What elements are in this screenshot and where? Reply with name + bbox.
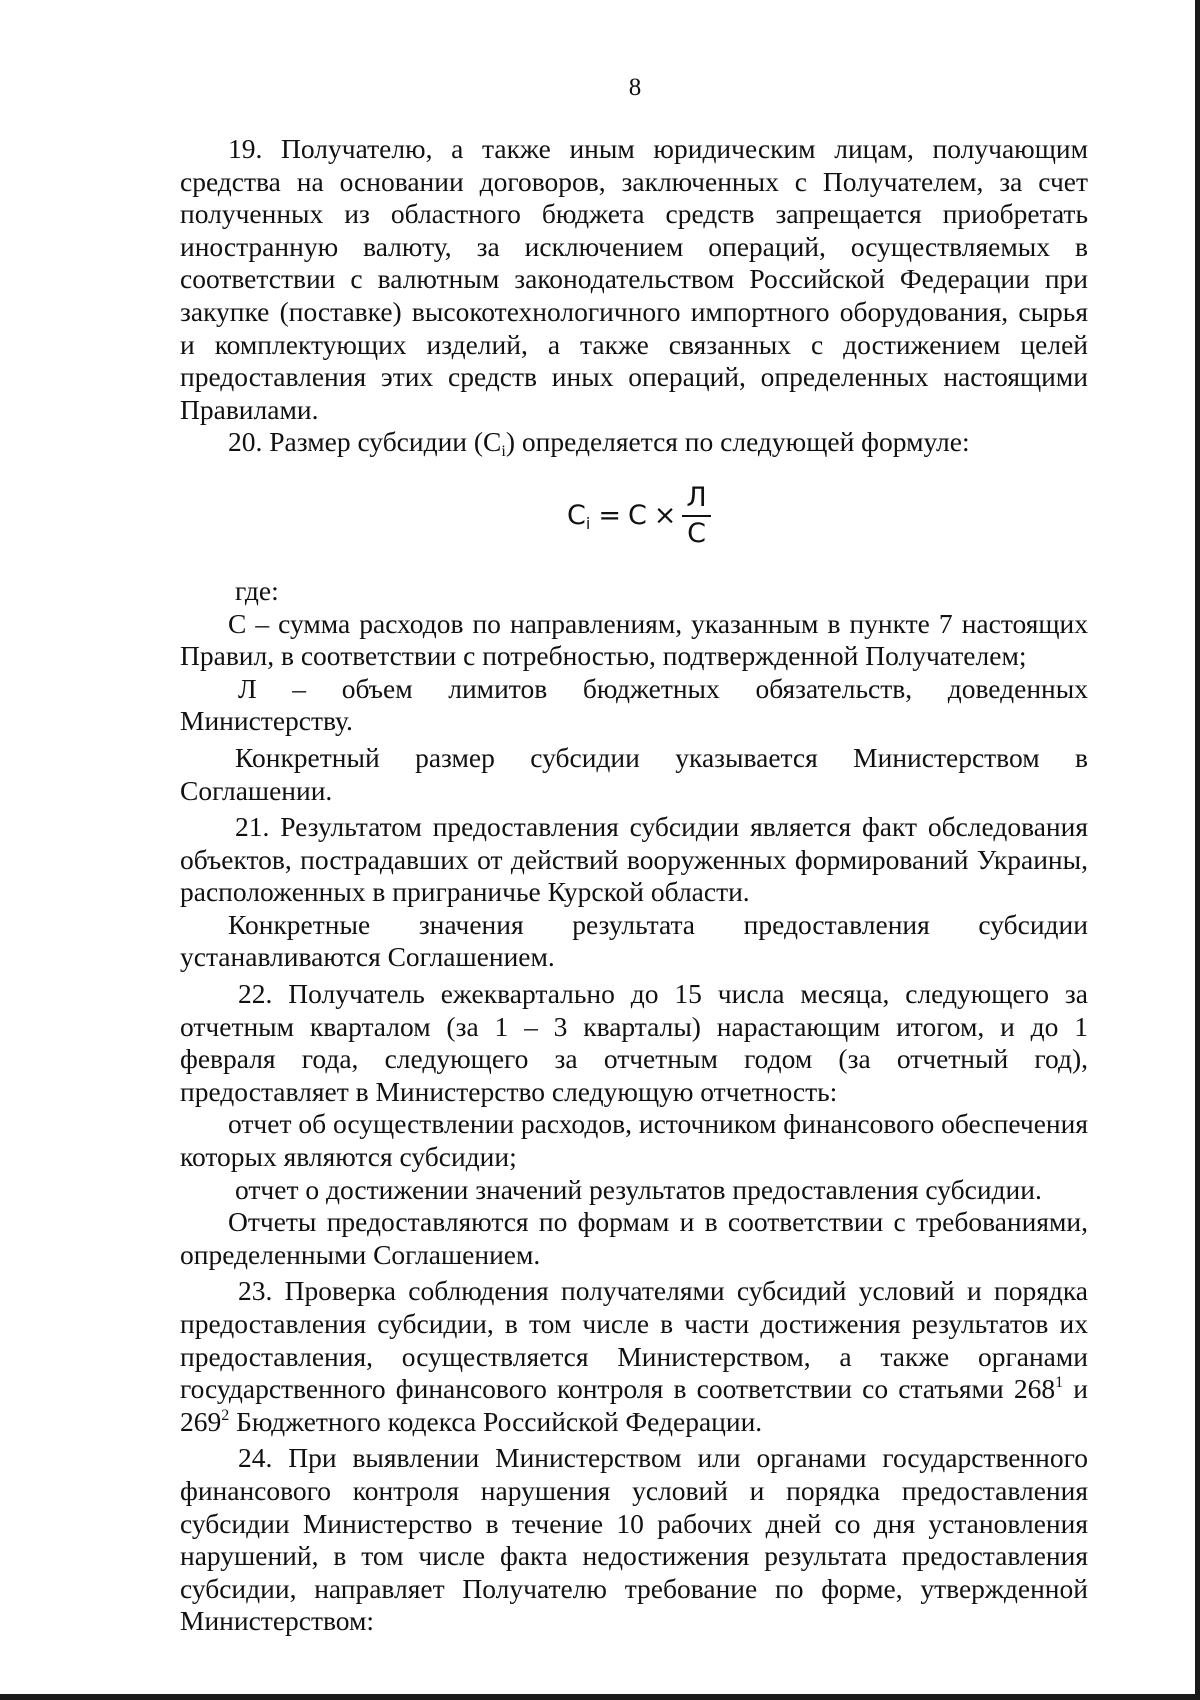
- paragraph-23-sup2: 2: [221, 1406, 230, 1424]
- formula-denominator: C: [687, 517, 706, 549]
- paragraph-19: 19. Получателю, а также иным юридическим лицам, получающим средства на основании договоров, заключенных с Получателем, за счет полученных из областного бюджета средств запрещается приобретать иностранную валюту, за исключением операций, осуществляемых в соответствии с валютным законодательством Российской Федерации при закупке (поставке) высокотехнологичного импортного оборудования, сырья и комплектующих изделий, а также связанных с достижением целей предоставления этих средств иных операций, определенных настоящими Правилами.: [180, 133, 1088, 425]
- definition-c: С – сумма расходов по направлениям, указанным в пункте 7 настоящих Правил, в соответствии с потребностью, подтвержденной Получателем;: [180, 607, 1088, 672]
- formula-factor: C: [627, 499, 647, 531]
- formula-fraction: [682, 483, 710, 549]
- subsidy-formula: [180, 459, 1088, 581]
- paragraph-21: 21. Результатом предоставления субсидии является факт обследования объектов, пострадавших от действий вооруженных формирований Украины, расположенных в приграничье Курской области.: [180, 811, 1088, 908]
- page-number: 8: [628, 74, 642, 101]
- paragraph-20-after: ) определяется по следующей формуле:: [505, 426, 970, 458]
- definition-l: Л – объем лимитов бюджетных обязательств, доведенных Министерству.: [180, 672, 1088, 737]
- specific-subsidy-size: Конкретный размер субсидии указывается Министерством в Соглашении.: [180, 741, 1088, 806]
- formula-times: ×: [653, 499, 677, 531]
- paragraph-24: 24. При выявлении Министерством или органами государственного финансового контроля нарушения условий и порядка предоставления субсидии Министерство в течение 10 рабочих дней со дня установления нарушений, в том числе факта недостижения результата предоставления субсидии, направляет Получателю требование по форме, утвержденной Министерством:: [180, 1442, 1088, 1637]
- scan-edge-right: [1195, 0, 1200, 1700]
- specific-result-values: Конкретные значения результата предоставления субсидии устанавливаются Соглашением.: [180, 908, 1088, 973]
- document-body: [180, 133, 1088, 1638]
- reports-forms: Отчеты предоставляются по формам и в соответствии с требованиями, определенными Соглашением.: [180, 1206, 1088, 1270]
- paragraph-20-before: 20. Размер субсидии (С: [228, 426, 502, 458]
- paragraph-20-sub: i: [501, 443, 506, 461]
- formula-numerator: Л: [682, 483, 710, 517]
- report-expenses: отчет об осуществлении расходов, источником финансового обеспечения которых являются субсидии;: [180, 1108, 1088, 1173]
- where-label: где:: [235, 574, 279, 606]
- report-results: отчет о достижении значений результатов предоставления субсидии.: [235, 1173, 1042, 1205]
- paragraph-22: 22. Получатель ежеквартально до 15 числа месяца, следующего за отчетным кварталом (за 1 – 3 кварталы) нарастающим итогом, и до 1 февраля года, следующего за отчетным годом (за отчетный год), предоставляет в Министерство следующую отчетность:: [180, 978, 1088, 1107]
- formula-equals: =: [598, 499, 621, 531]
- scan-edge-bottom: [0, 1694, 1200, 1700]
- formula-lhs: $C_i$: [567, 499, 591, 533]
- paragraph-23: 23. Проверка соблюдения получателями субсидий условий и порядка предоставления субсидии, в том числе в части достижения результатов их предоставления, осуществляется Министерством, а также органами государственного финансового контроля в соответствии со статьями $268^1$ и $269^2$ Бюджетного кодекса Российской Федерации.: [180, 1275, 1088, 1437]
- paragraph-23-sup1: 1: [1055, 1374, 1064, 1392]
- paragraph-20: [180, 426, 1088, 459]
